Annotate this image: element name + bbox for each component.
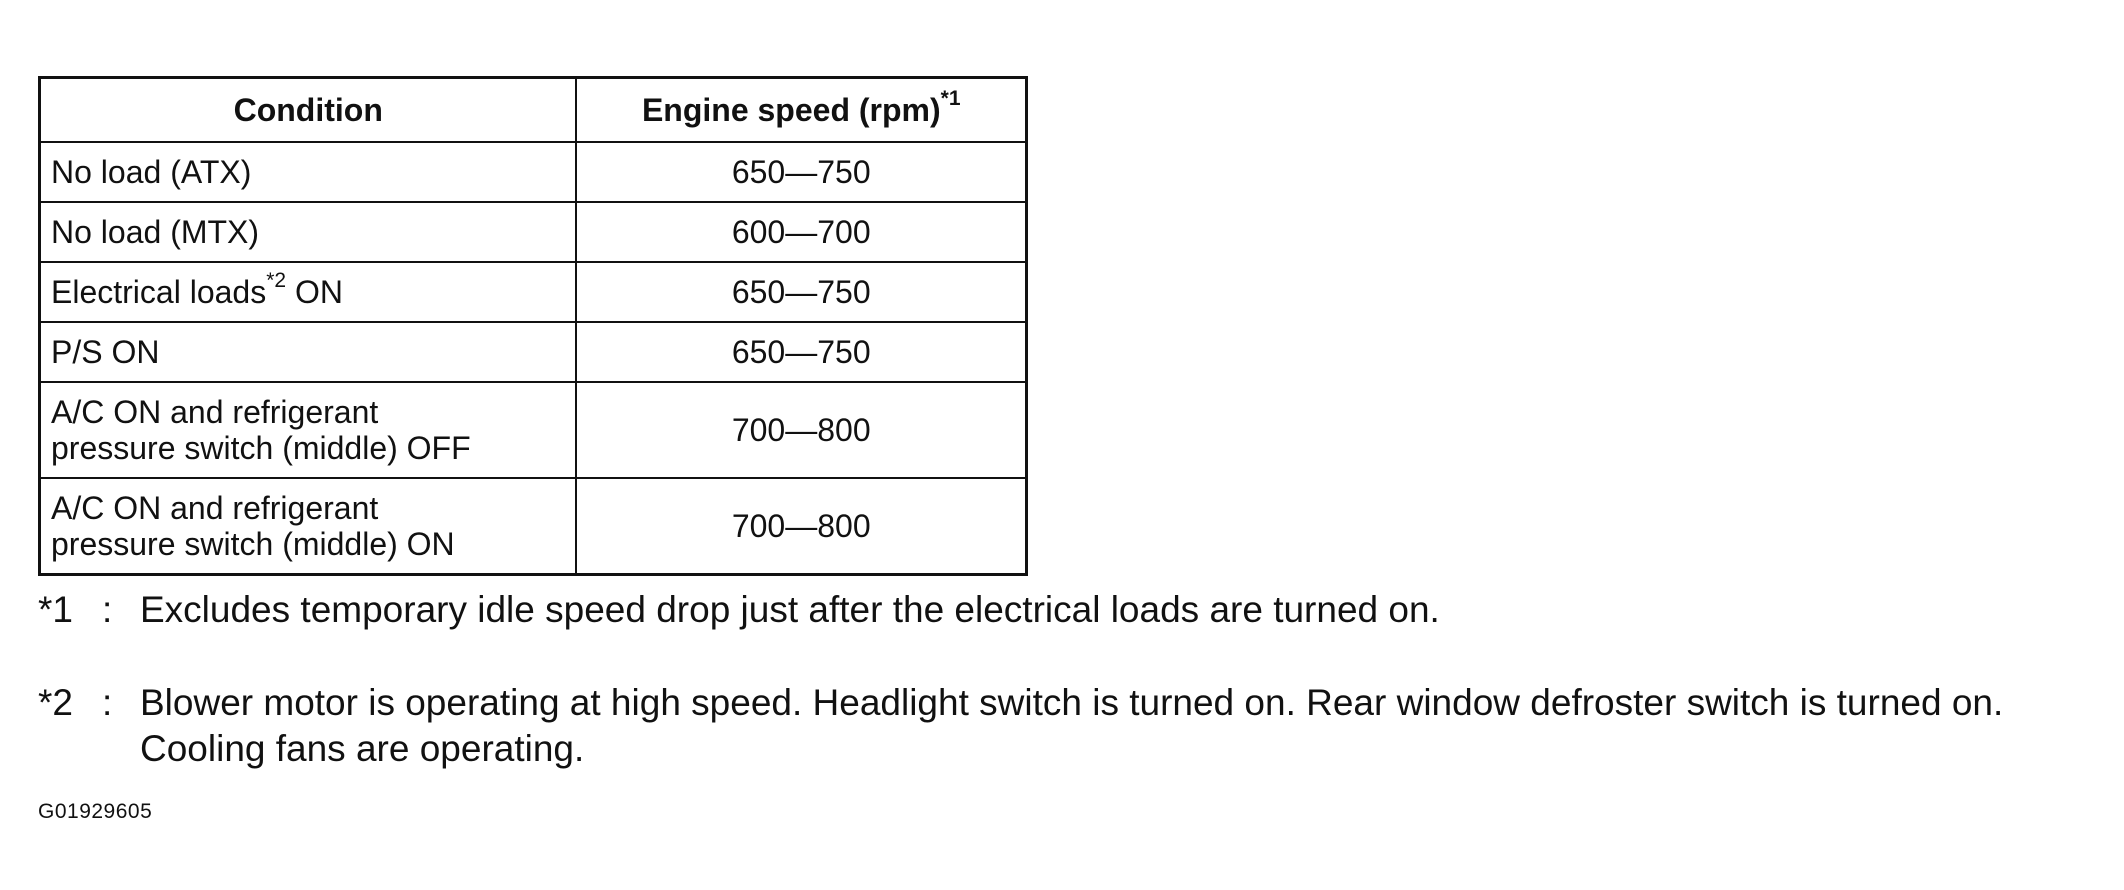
condition-cell: No load (MTX) bbox=[40, 202, 577, 262]
speed-cell: 600—700 bbox=[576, 202, 1026, 262]
footnote-text: Blower motor is operating at high speed. Headlight switch is turned on. Rear window defroster switch is turned on. Cooling fans are operating. bbox=[140, 682, 2004, 769]
condition-line: A/C ON and refrigerant bbox=[51, 490, 379, 526]
header-engine-speed-label: Engine speed (rpm) bbox=[641, 92, 941, 128]
table-row bbox=[40, 142, 1027, 202]
footnote-2 bbox=[38, 680, 2118, 772]
table-row bbox=[40, 202, 1027, 262]
footnote-separator: : bbox=[102, 682, 113, 723]
table-row bbox=[40, 382, 1027, 478]
table-row bbox=[40, 262, 1027, 322]
table-row bbox=[40, 478, 1027, 575]
footnote-separator: : bbox=[102, 589, 113, 630]
footnote-mark: *2 bbox=[38, 682, 73, 723]
table-header-row bbox=[40, 78, 1027, 143]
table-row bbox=[40, 322, 1027, 382]
condition-text: Electrical loads bbox=[51, 274, 267, 310]
condition-cell bbox=[40, 262, 577, 322]
header-engine-speed bbox=[576, 78, 1026, 143]
footnote-text: Excludes temporary idle speed drop just after the electrical loads are turned on. bbox=[140, 589, 1440, 630]
speed-cell: 700—800 bbox=[576, 478, 1026, 575]
footnote-ref-2: *2 bbox=[266, 269, 287, 293]
condition-cell: No load (ATX) bbox=[40, 142, 577, 202]
figure-code: G01929605 bbox=[38, 800, 153, 823]
footnote-ref-1: *1 bbox=[940, 87, 961, 111]
condition-cell bbox=[40, 382, 577, 478]
condition-line: pressure switch (middle) OFF bbox=[51, 430, 471, 466]
condition-suffix: ON bbox=[286, 274, 343, 310]
header-condition bbox=[40, 78, 577, 143]
speed-cell: 650—750 bbox=[576, 262, 1026, 322]
speed-cell: 650—750 bbox=[576, 322, 1026, 382]
speed-cell: 650—750 bbox=[576, 142, 1026, 202]
condition-cell bbox=[40, 478, 577, 575]
idle-speed-table bbox=[38, 76, 1028, 576]
speed-cell: 700—800 bbox=[576, 382, 1026, 478]
footnote-1 bbox=[38, 587, 2118, 633]
condition-cell: P/S ON bbox=[40, 322, 577, 382]
condition-line: pressure switch (middle) ON bbox=[51, 526, 455, 562]
header-condition-label: Condition bbox=[233, 92, 383, 128]
footnote-mark: *1 bbox=[38, 589, 73, 630]
condition-line: A/C ON and refrigerant bbox=[51, 394, 379, 430]
